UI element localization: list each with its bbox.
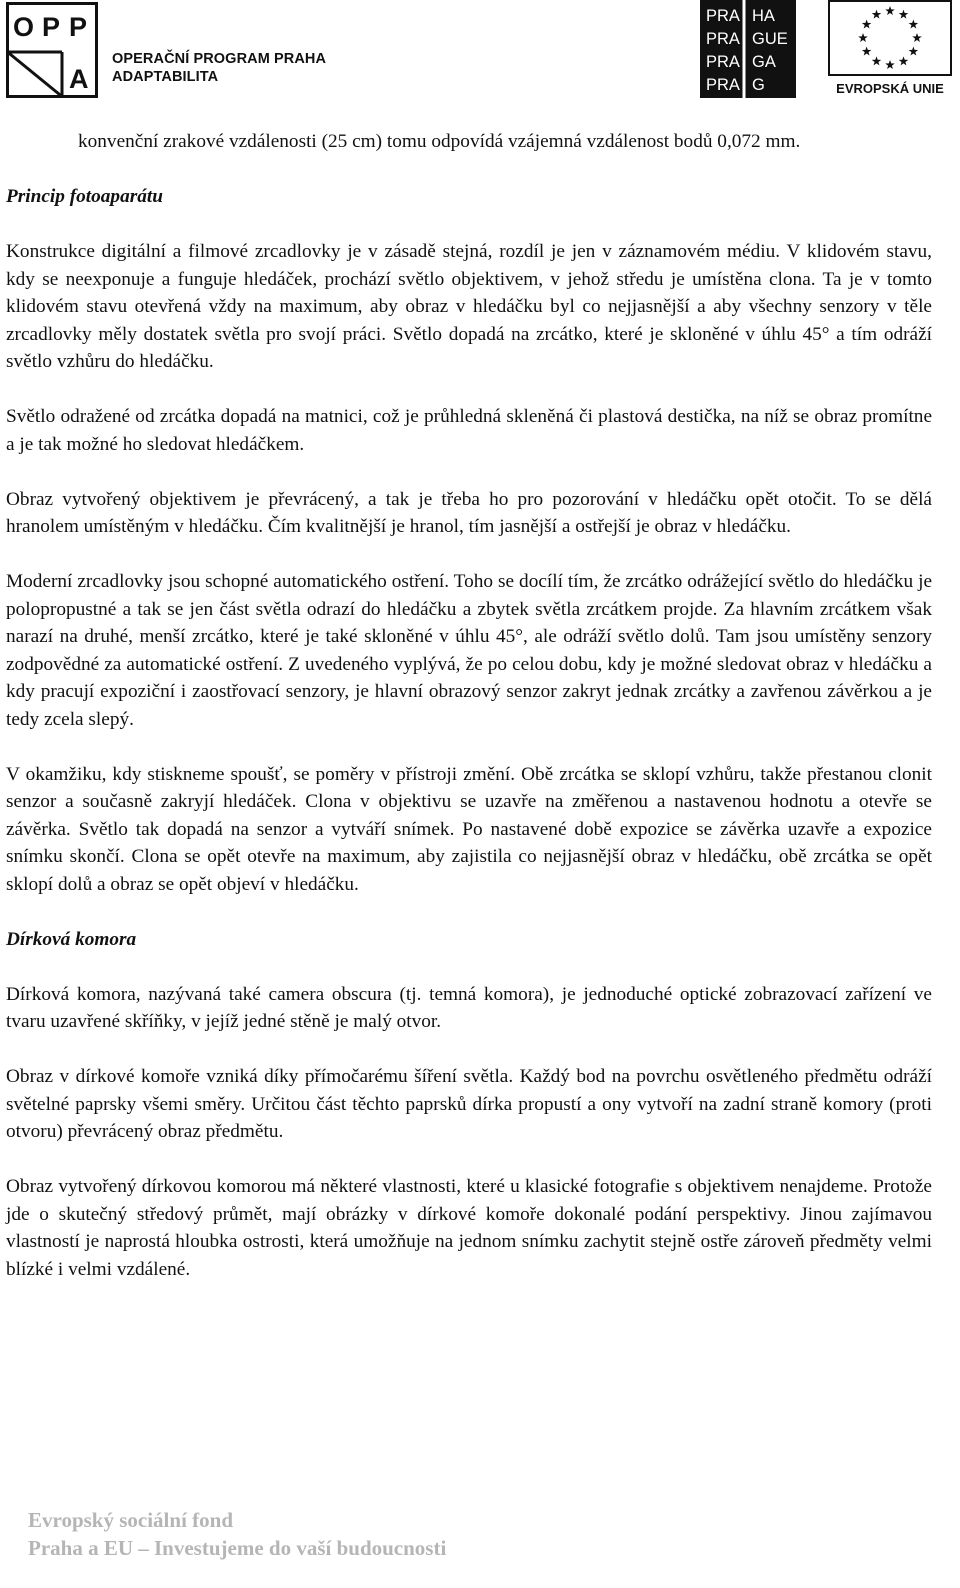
- praha-r4-l: PRA: [706, 76, 740, 94]
- opp-program-name: [112, 50, 326, 86]
- praha-r2-l: PRA: [706, 30, 740, 48]
- opp-line1: OPERAČNÍ PROGRAM PRAHA: [112, 51, 327, 67]
- footer-slogan: Praha a EU – Investujeme do vaší budoucnosti: [28, 1536, 447, 1560]
- praha-r3-r: GA: [752, 53, 776, 71]
- paragraph-ostreni: Moderní zrcadlovky jsou schopné automatického ostření. Toho se docílí tím, že zrcátko odrážející světlo do hledáčku je polopropustné a tak se jen část světla odrazí do hledáčku a zbytek světla zrcátkem projde. Za hlavním zrcátkem však narazí na druhé, menší zrcátko, které je také skloněné v úhlu 45°, ale odráží světlo dolů. Tam jsou umístěny senzory zodpovědné za automatické ostření. Z uvedeného vyplývá, že po celou dobu, kdy je možné sledovat obraz v hledáčku a kdy pracují expoziční i zaostřovací senzory, je hlavní obrazový senzor zakryt jednak zrcátky a zavřenou závěrkou a je tedy zcela slepý.: [6, 571, 932, 730]
- paragraph-continuation: konvenční zrakové vzdálenosti (25 cm) tomu odpovídá vzájemná vzdálenost bodů 0,072 mm.: [78, 131, 801, 152]
- paragraph-vznik-obrazu: Obraz v dírkové komoře vzniká díky přímočarému šíření světla. Každý bod na povrchu osvětleného předmětu odráží světelné paprsky všemi směry. Určitou část těchto paprsků dírka propustí a ony vytvoří na zadní straně komory (proti otvoru) převrácený obraz předmětu.: [6, 1066, 932, 1142]
- opp-line2: ADAPTABILITA: [112, 69, 219, 85]
- opp-letter-p2: P: [69, 12, 88, 42]
- paragraph-vlastnosti: Obraz vytvořený dírkovou komorou má některé vlastnosti, které u klasické fotografie s objektivem nenajdeme. Protože jde o skutečný středový průmět, mají obrázky v dírkové komoře dokonalé podání perspektivy. Jinou zajímavou vlastností je naprostá hloubka ostrosti, která umožňuje na jednom snímku zachytit stejně ostře zároveň předměty velmi blízké i velmi vzdálené.: [6, 1176, 932, 1280]
- praha-r4-r: G: [752, 76, 765, 94]
- praha-logo: [700, 0, 796, 98]
- opp-letter-p1: P: [42, 12, 61, 42]
- praha-r3-l: PRA: [706, 53, 740, 71]
- opp-logo: [6, 2, 98, 98]
- heading-princip-fotoaparatu: Princip fotoaparátu: [6, 186, 163, 207]
- paragraph-konstrukce: Konstrukce digitální a filmové zrcadlovky je v zásadě stejná, rozdíl je jen v záznamovém médiu. V klidovém stavu, kdy se neexponuje a funguje hledáček, prochází světlo objektivem, v jehož středu je umístěna clona. Ta je v tomto klidovém stavu otevřená vždy na maximum, aby obraz v hledáčku byl co nejjasnější a aby všechny senzory v těle zrcadlovky měly dostatek světla pro svojí práci. Světlo dopadá na zrcátko, které je skloněné v úhlu 45° a tím odráží světlo vzhůru do hledáčku.: [6, 241, 932, 372]
- paragraph-matnice: Světlo odražené od zrcátka dopadá na matnici, což je průhledná skleněná či plastová destička, na níž se obraz promítne a je tak možné ho sledovat hledáčkem.: [6, 406, 932, 455]
- opp-letter-o: O: [13, 12, 35, 42]
- praha-r1-l: PRA: [706, 7, 740, 25]
- document-body: [6, 128, 932, 1311]
- eu-flag-logo: [828, 0, 952, 98]
- opp-letter-a: A: [69, 64, 89, 94]
- paragraph-hranol: Obraz vytvořený objektivem je převrácený, a tak je třeba ho pro pozorování v hledáčku opět otočit. To se dělá hranolem umístěným v hledáčku. Čím kvalitnější je hranol, tím jasnější a ostřejší je obraz v hledáčku.: [6, 488, 932, 537]
- praha-r2-r: GUE: [752, 30, 788, 48]
- page-footer: [28, 1506, 446, 1562]
- paragraph-spoust: V okamžiku, kdy stiskneme spoušť, se poměry v přístroji změní. Obě zrcátka se sklopí vzhůru, takže přestanou clonit senzor a současně zakryjí hledáček. Clona v objektivu se uzavře na změřenou a nastavenou hodnotu a otevře se závěrka. Světlo tak dopadá na senzor a vytváří snímek. Po nastavené době expozice se závěrka uzavře a expozice snímku skončí. Clona se opět otevře na maximum, aby zajistila co nejjasnější obraz v hledáčku, obě zrcátka se opět sklopí dolů a obraz se opět objeví v hledáčku.: [6, 763, 932, 895]
- eu-label: EVROPSKÁ UNIE: [836, 81, 944, 96]
- footer-esf: Evropský sociální fond: [28, 1508, 234, 1532]
- page-header: [0, 0, 960, 110]
- paragraph-dirkova-komora: Dírková komora, nazývaná také camera obscura (tj. temná komora), je jednoduché optické zobrazovací zařízení ve tvaru uzavřené skříňky, v jejíž jedné stěně je malý otvor.: [6, 983, 932, 1032]
- praha-r1-r: HA: [752, 7, 775, 25]
- heading-dirkova-komora: Dírková komora: [6, 928, 137, 950]
